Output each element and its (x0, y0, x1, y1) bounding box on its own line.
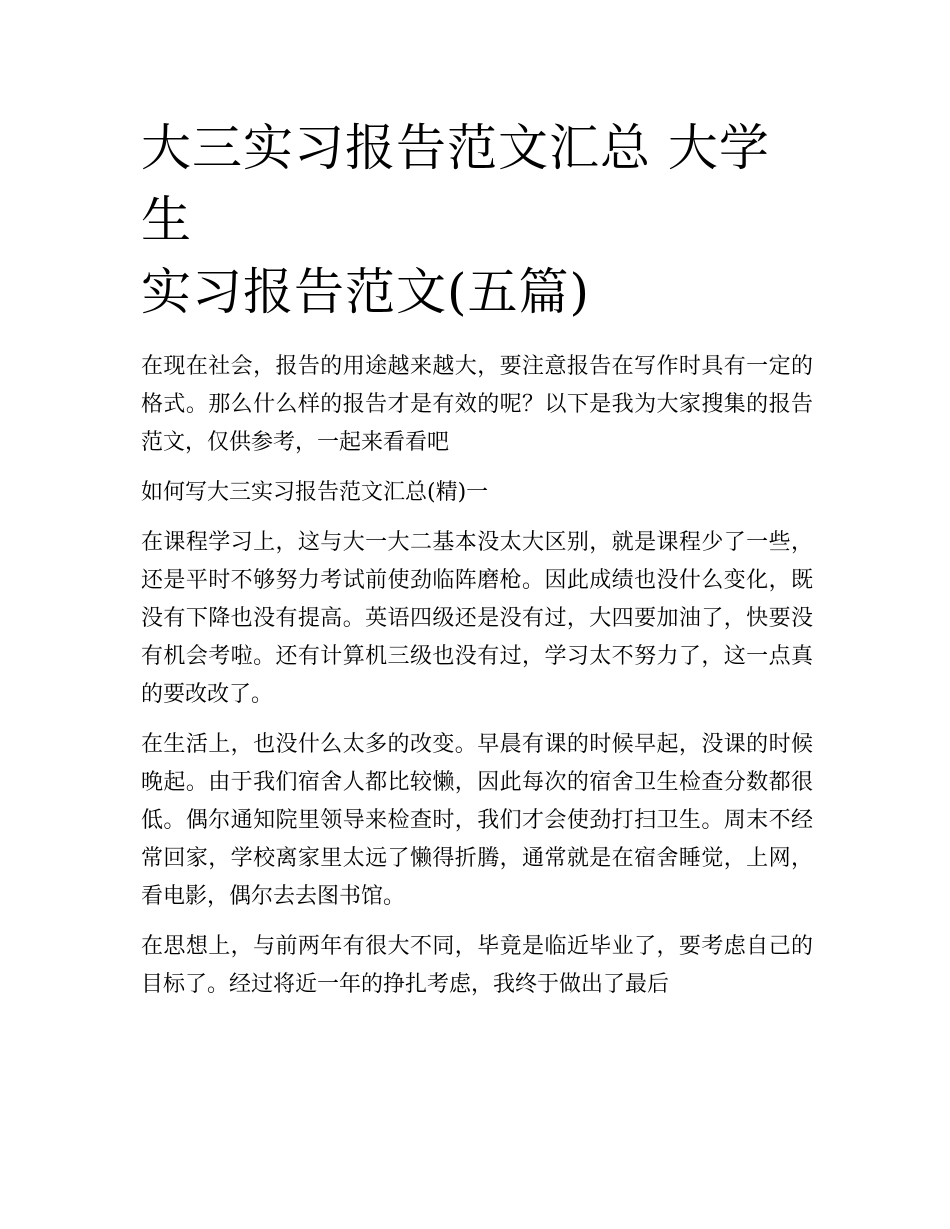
title-line-1: 大三实习报告范文汇总 大学生 (141, 119, 770, 249)
intro-paragraph: 在现在社会，报告的用途越来越大，要注意报告在写作时具有一定的格式。那么什么样的报告才是有效的呢？以下是我为大家搜集的报告范文，仅供参考，一起来看看吧 (141, 354, 813, 455)
section-heading: 如何写大三实习报告范文汇总(精)一 (141, 480, 489, 505)
life-paragraph: 在生活上，也没什么太多的改变。早晨有课的时候早起，没课的时候晚起。由于我们宿舍人都比较懒，因此每次的宿舍卫生检查分数都很低。偶尔通知院里领导来检查时，我们才会使劲打扫卫生。周末不经常回家，学校离家里太远了懒得折腾，通常就是在宿舍睡觉，上网，看电影，偶尔去去图书馆。 (141, 732, 813, 909)
document-title (141, 112, 813, 328)
title-line-2: 实习报告范文(五篇) (141, 263, 591, 321)
document-body (141, 348, 813, 1004)
thought-paragraph: 在思想上，与前两年有很大不同，毕竟是临近毕业了，要考虑自己的目标了。经过将近一年的挣扎考虑，我终于做出了最后 (141, 934, 813, 997)
document-content (141, 112, 813, 1004)
study-paragraph: 在课程学习上，这与大一大二基本没太大区别，就是课程少了一些，还是平时不够努力考试前使劲临阵磨枪。因此成绩也没什么变化，既没有下降也没有提高。英语四级还是没有过，大四要加油了，快要没有机会考啦。还有计算机三级也没有过，学习太不努力了，这一点真的要改改了。 (141, 530, 813, 707)
